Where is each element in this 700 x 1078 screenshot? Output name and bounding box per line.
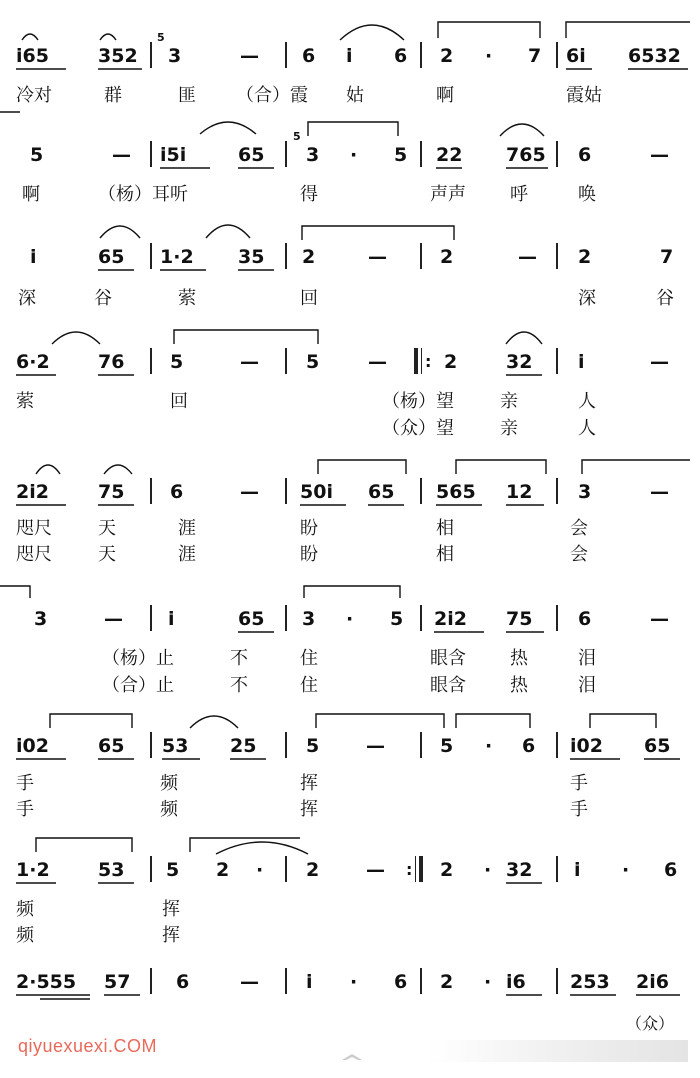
note-group: 1·2 — [160, 246, 194, 268]
note-group: 6 — [170, 481, 184, 503]
note-group: 6i — [566, 45, 586, 67]
note-group: 50i — [300, 481, 333, 503]
lyric: 天 — [98, 518, 116, 539]
barline — [150, 856, 152, 882]
note-group: 3 — [302, 608, 316, 630]
slur — [100, 226, 140, 238]
barline — [420, 141, 422, 167]
note-group: 65 — [644, 735, 671, 757]
note-group: i — [346, 45, 353, 67]
lyric: 住 — [300, 675, 318, 696]
note-group: 76 — [98, 351, 125, 373]
note-group: — — [104, 608, 123, 630]
barline — [556, 478, 558, 504]
lyric: 泪 — [578, 648, 596, 669]
note-group: 2·555 — [16, 971, 77, 993]
repeat-barline — [419, 856, 423, 882]
note-group: i65 — [16, 45, 49, 67]
tie-bracket — [174, 330, 318, 344]
lyric: （杨）耳听 — [98, 184, 188, 205]
note-group: 22 — [436, 144, 463, 166]
note-group: — — [368, 246, 387, 268]
tie-bracket — [302, 226, 454, 240]
note-group: — — [368, 351, 387, 373]
tie-bracket — [566, 22, 690, 38]
lyric: 盼 — [300, 518, 318, 539]
note-group: 565 — [436, 481, 476, 503]
tie-bracket — [456, 460, 546, 474]
tie-bracket — [438, 22, 540, 38]
lyric: 频 — [160, 773, 178, 794]
note-group: 35 — [238, 246, 265, 268]
note-group: i — [574, 859, 581, 881]
barline — [285, 478, 287, 504]
lyric: 热 — [510, 675, 528, 696]
lyric: 深 — [578, 288, 596, 309]
note-group: — — [240, 351, 259, 373]
lyric: 不 — [230, 675, 248, 696]
lyric: 亲 — [500, 391, 518, 412]
lyric: （杨）望 — [382, 391, 454, 412]
lyric: 相 — [436, 544, 454, 565]
lyric: 天 — [98, 544, 116, 565]
tie-bracket — [36, 838, 132, 852]
note-group: 6·2 — [16, 351, 50, 373]
slur — [52, 332, 100, 344]
note-group: 32 — [506, 351, 533, 373]
note-group: 2 — [440, 859, 454, 881]
lyric: 眼含 — [430, 648, 466, 669]
lyric: 谷 — [656, 288, 674, 309]
lyric: 会 — [570, 544, 588, 565]
note-group: 2 — [578, 246, 592, 268]
lyric: 群 — [104, 85, 122, 106]
note-group: 5 — [306, 351, 320, 373]
barline — [556, 348, 558, 374]
lyric: 人 — [578, 391, 596, 412]
note-group: 3 — [168, 45, 182, 67]
note-group: 6 — [578, 608, 592, 630]
note-group: 5 — [440, 735, 454, 757]
note-group: 57 — [104, 971, 131, 993]
note-group: 6 — [394, 971, 408, 993]
note-group: 5 — [166, 859, 180, 881]
note-group: 65 — [238, 608, 265, 630]
lyric: 姑 — [346, 85, 364, 106]
barline — [420, 243, 422, 269]
note-group: — — [650, 144, 669, 166]
lyric: 咫尺 — [16, 544, 52, 565]
lyric: （杨）止 — [102, 648, 174, 669]
barline — [285, 42, 287, 68]
note-group: 3 — [578, 481, 592, 503]
tie-bracket — [50, 714, 132, 728]
lyric: 挥 — [300, 773, 318, 794]
lyric: （众）望 — [382, 418, 454, 439]
barline — [150, 605, 152, 631]
note-group: — — [518, 246, 537, 268]
note-group: 12 — [506, 481, 533, 503]
lyric: 手 — [570, 799, 588, 820]
barline — [556, 605, 558, 631]
note-group: 2i2 — [434, 608, 467, 630]
note-group: 7 — [660, 246, 674, 268]
lyric: 冷对 — [16, 85, 52, 106]
barline — [420, 732, 422, 758]
note-group: 2 — [440, 246, 454, 268]
lyric: 声声 — [430, 184, 466, 205]
slur — [200, 122, 256, 134]
slur — [22, 34, 38, 40]
lyric: （合）止 — [102, 675, 174, 696]
note-group: 5 — [170, 351, 184, 373]
note-group: i02 — [570, 735, 603, 757]
barline — [556, 141, 558, 167]
note-group: 2i6 — [636, 971, 669, 993]
lyric: 手 — [16, 799, 34, 820]
lyric: 频 — [16, 899, 34, 920]
note-group: 32 — [506, 859, 533, 881]
note-group: i5i — [160, 144, 187, 166]
note-group: · — [484, 971, 492, 993]
barline — [556, 243, 558, 269]
lyric: 呼 — [510, 184, 528, 205]
note-group: 6 — [522, 735, 536, 757]
note-group: 53 — [162, 735, 189, 757]
note-group: 2i2 — [16, 481, 49, 503]
barline — [150, 141, 152, 167]
barline — [150, 478, 152, 504]
note-group: 65 — [98, 246, 125, 268]
lyric: 回 — [300, 288, 318, 309]
note-group: 5 — [394, 144, 408, 166]
note-group: i — [30, 246, 37, 268]
lyric: 匪 — [178, 85, 196, 106]
lyric: 手 — [570, 773, 588, 794]
lyric: 涯 — [178, 518, 196, 539]
lyric: 频 — [160, 799, 178, 820]
lyric: 谷 — [94, 288, 112, 309]
lyric: （合）霞 — [236, 85, 308, 106]
lyric: 人 — [578, 418, 596, 439]
barline — [150, 968, 152, 994]
note-group: 2 — [444, 351, 458, 373]
note-group: 1·2 — [16, 859, 50, 881]
note-group: · — [346, 608, 354, 630]
lyric: 咫尺 — [16, 518, 52, 539]
lyric: 会 — [570, 518, 588, 539]
note-group: 2 — [306, 859, 320, 881]
barline — [150, 732, 152, 758]
tie-bracket — [304, 586, 400, 598]
tie-bracket — [318, 460, 406, 474]
note-group: · — [350, 971, 358, 993]
repeat-barline — [414, 348, 418, 374]
note-group: — — [240, 45, 259, 67]
tie-bracket — [308, 122, 398, 136]
grace-note: 5 — [293, 130, 301, 143]
lyric: 萦 — [16, 391, 34, 412]
note-group: 6 — [664, 859, 678, 881]
barline — [285, 732, 287, 758]
lyric: 得 — [300, 184, 318, 205]
note-group: — — [240, 971, 259, 993]
watermark-chevron — [342, 1054, 362, 1060]
barline — [420, 605, 422, 631]
barline — [285, 856, 287, 882]
note-group: i — [306, 971, 313, 993]
slur — [36, 465, 60, 474]
lyric: 霞姑 — [566, 85, 602, 106]
note-group: 6 — [394, 45, 408, 67]
barline — [150, 42, 152, 68]
note-group: · — [622, 859, 630, 881]
note-group: 25 — [230, 735, 257, 757]
slur — [506, 332, 542, 344]
lyric: 啊 — [436, 85, 454, 106]
note-group: · — [350, 144, 358, 166]
tie-bracket — [190, 838, 300, 852]
lyric: 萦 — [178, 288, 196, 309]
lyric: 挥 — [162, 925, 180, 946]
lyric: （众） — [626, 1014, 675, 1033]
note-group: i — [578, 351, 585, 373]
note-group: — — [240, 481, 259, 503]
note-group: — — [650, 608, 669, 630]
note-group: — — [366, 735, 385, 757]
lyric: 手 — [16, 773, 34, 794]
lyric: 亲 — [500, 418, 518, 439]
lyric: 回 — [170, 391, 188, 412]
note-group: · — [484, 859, 492, 881]
lyric: 相 — [436, 518, 454, 539]
note-group: 352 — [98, 45, 138, 67]
note-group: 5 — [390, 608, 404, 630]
repeat-dots: : — [406, 860, 413, 879]
note-group: — — [366, 859, 385, 881]
note-group: 2 — [440, 45, 454, 67]
tie-bracket — [582, 460, 690, 474]
note-group: 6 — [302, 45, 316, 67]
lyric: 泪 — [578, 675, 596, 696]
barline — [556, 42, 558, 68]
slur — [206, 225, 250, 238]
note-group: 253 — [570, 971, 610, 993]
note-group: 3 — [34, 608, 48, 630]
barline — [556, 968, 558, 994]
note-group: 2 — [440, 971, 454, 993]
lyric: 眼含 — [430, 675, 466, 696]
note-group: 2 — [302, 246, 316, 268]
barline — [420, 478, 422, 504]
note-group: 65 — [98, 735, 125, 757]
note-group: i6 — [506, 971, 526, 993]
grace-note: 5 — [157, 31, 165, 44]
note-group: 7 — [528, 45, 542, 67]
barline — [556, 856, 558, 882]
barline — [420, 42, 422, 68]
note-group: 65 — [238, 144, 265, 166]
tie-bracket — [456, 714, 530, 728]
lyric: 热 — [510, 648, 528, 669]
lyric: 涯 — [178, 544, 196, 565]
slur — [340, 25, 404, 40]
repeat-barline-thin — [415, 856, 416, 882]
note-group: · — [256, 859, 264, 881]
note-group: 6532 — [628, 45, 681, 67]
note-group: · — [485, 735, 493, 757]
note-group: 6 — [176, 971, 190, 993]
slur — [500, 124, 544, 136]
lyric: 深 — [18, 288, 36, 309]
note-group: 765 — [506, 144, 546, 166]
barline — [150, 243, 152, 269]
tie-bracket — [590, 714, 656, 728]
note-group: 65 — [368, 481, 395, 503]
lyric: 挥 — [300, 799, 318, 820]
note-group: 2 — [216, 859, 230, 881]
lyric: 不 — [230, 648, 248, 669]
barline — [150, 348, 152, 374]
lyric: 频 — [16, 925, 34, 946]
note-group: 53 — [98, 859, 125, 881]
note-group: 3 — [306, 144, 320, 166]
barline — [285, 968, 287, 994]
note-group: 75 — [506, 608, 533, 630]
tie-bracket — [316, 714, 444, 728]
note-group: — — [112, 144, 131, 166]
note-group: 75 — [98, 481, 125, 503]
barline — [285, 348, 287, 374]
note-group: — — [650, 351, 669, 373]
note-group: 5 — [306, 735, 320, 757]
lyric: 挥 — [162, 899, 180, 920]
barline — [556, 732, 558, 758]
slur — [216, 842, 308, 854]
barline — [420, 968, 422, 994]
note-group: i — [168, 608, 175, 630]
lyric: 唤 — [578, 184, 596, 205]
barline — [285, 243, 287, 269]
lyric: 盼 — [300, 544, 318, 565]
note-group: — — [650, 481, 669, 503]
note-group: 6 — [578, 144, 592, 166]
tie-bracket — [0, 586, 30, 598]
slur — [100, 34, 116, 40]
lyric: 啊 — [22, 184, 40, 205]
note-group: · — [485, 45, 493, 67]
barline — [285, 141, 287, 167]
repeat-barline-thin — [421, 348, 422, 374]
watermark-logo: qiyuexuexi.COM — [18, 1036, 158, 1056]
lyric: 住 — [300, 648, 318, 669]
note-group: i02 — [16, 735, 49, 757]
barline — [285, 605, 287, 631]
slur — [104, 465, 132, 474]
slur — [190, 716, 238, 728]
note-group: 5 — [30, 144, 44, 166]
watermark-band — [428, 1040, 688, 1062]
repeat-dots: : — [425, 352, 432, 371]
